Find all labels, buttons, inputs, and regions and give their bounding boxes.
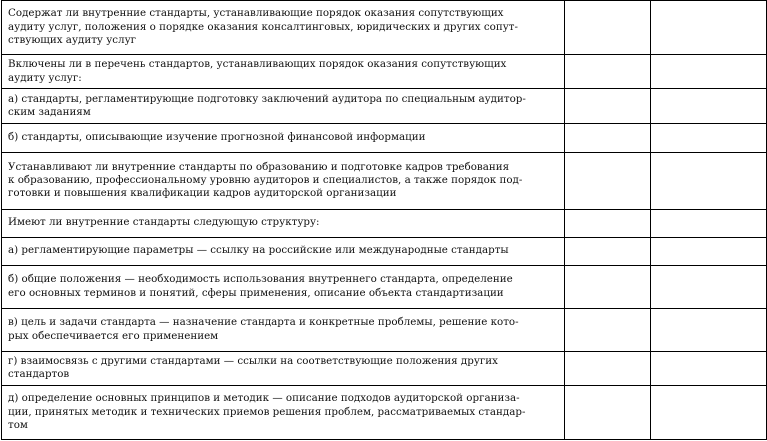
checklist-sheet <box>1 0 766 440</box>
question-text <box>8 216 558 229</box>
question-cell <box>2 54 565 88</box>
question-line: а) стандарты, регламентирующие подготовку заключений аудитора по специальным аудитор- <box>8 92 526 105</box>
table-row <box>2 308 767 351</box>
question-cell <box>2 209 565 237</box>
question-text <box>8 7 558 47</box>
question-line: аудиту услуг: <box>8 71 82 84</box>
question-text <box>8 131 558 144</box>
answer-cell-yes[interactable] <box>565 237 651 265</box>
table-row <box>2 54 767 88</box>
question-line: Включены ли в перечень стандартов, устанавливающих порядок оказания сопутствующих <box>8 58 507 71</box>
audit-standards-checklist-table <box>1 0 767 440</box>
question-line: г) взаимосвязь с другими стандартами — ссылки на соответствующие положения других <box>8 355 498 367</box>
question-cell <box>2 308 565 351</box>
question-line: стандартов <box>8 368 70 381</box>
table-row <box>2 265 767 308</box>
answer-cell-yes[interactable] <box>565 308 651 351</box>
table-row <box>2 89 767 123</box>
answer-cell-yes[interactable] <box>565 209 651 237</box>
answer-cell-no[interactable] <box>651 237 767 265</box>
question-line: ским заданиям <box>8 105 91 118</box>
answer-cell-no[interactable] <box>651 351 767 385</box>
answer-cell-no[interactable] <box>651 265 767 308</box>
table-row <box>2 237 767 265</box>
question-text <box>8 58 558 85</box>
question-line: б) общие положения — необходимость использования внутреннего стандарта, определение <box>8 273 513 286</box>
answer-cell-no[interactable] <box>651 1 767 55</box>
answer-cell-yes[interactable] <box>565 89 651 123</box>
question-line: д) определение основных принципов и методик — описание подходов аудиторской организа- <box>8 392 520 405</box>
question-line: а) регламентирующие параметры — ссылку на российские или международные стандарты <box>8 244 509 257</box>
question-cell <box>2 386 565 440</box>
answer-cell-yes[interactable] <box>565 54 651 88</box>
question-cell <box>2 1 565 55</box>
answer-cell-no[interactable] <box>651 54 767 88</box>
answer-cell-yes[interactable] <box>565 386 651 440</box>
question-line: ции, принятых методик и технических приемов решения проблем, рассматриваемых стандар- <box>8 405 526 418</box>
question-line: в) цель и задачи стандарта — назначение стандарта и конкретные проблемы, решение кото- <box>8 316 519 329</box>
answer-cell-yes[interactable] <box>565 265 651 308</box>
question-text <box>8 93 558 120</box>
question-cell <box>2 89 565 123</box>
question-text <box>8 244 558 257</box>
question-cell <box>2 152 565 209</box>
answer-cell-no[interactable] <box>651 308 767 351</box>
answer-cell-no[interactable] <box>651 209 767 237</box>
question-cell <box>2 123 565 152</box>
question-line: к образованию, профессиональному уровню аудиторов и специалистов, а также порядок под- <box>8 173 523 186</box>
table-row <box>2 209 767 237</box>
question-line: Устанавливают ли внутренние стандарты по образованию и подготовке кадров требования <box>8 160 510 173</box>
answer-cell-no[interactable] <box>651 152 767 209</box>
question-line: том <box>8 419 28 432</box>
question-line: Имеют ли внутренние стандарты следующую структуру: <box>8 216 320 229</box>
question-text <box>8 161 558 201</box>
question-line: рых обеспечивается его применением <box>8 329 219 342</box>
question-line: готовки и повышения квалификации кадров аудиторской организации <box>8 187 397 200</box>
question-cell <box>2 237 565 265</box>
table-row <box>2 1 767 55</box>
question-text <box>8 273 558 300</box>
question-text <box>8 355 558 382</box>
table-row <box>2 351 767 385</box>
question-text <box>8 316 558 343</box>
question-cell <box>2 351 565 385</box>
answer-cell-yes[interactable] <box>565 123 651 152</box>
question-line: его основных терминов и понятий, сферы применения, описание объекта стандартизации <box>8 286 504 299</box>
question-text <box>8 392 558 432</box>
table-row <box>2 152 767 209</box>
answer-cell-no[interactable] <box>651 89 767 123</box>
table-row <box>2 123 767 152</box>
answer-cell-no[interactable] <box>651 123 767 152</box>
question-cell <box>2 265 565 308</box>
answer-cell-no[interactable] <box>651 386 767 440</box>
answer-cell-yes[interactable] <box>565 351 651 385</box>
question-line: аудиту услуг, положения о порядке оказания консалтинговых, юридических и других сопут- <box>8 20 518 33</box>
answer-cell-yes[interactable] <box>565 152 651 209</box>
question-line: Содержат ли внутренние стандарты, устанавливающие порядок оказания сопутствующих <box>8 7 504 20</box>
question-line: б) стандарты, описывающие изучение прогнозной финансовой информации <box>8 130 426 143</box>
answer-cell-yes[interactable] <box>565 1 651 55</box>
table-row <box>2 386 767 440</box>
question-line: ствующих аудиту услуг <box>8 34 137 47</box>
